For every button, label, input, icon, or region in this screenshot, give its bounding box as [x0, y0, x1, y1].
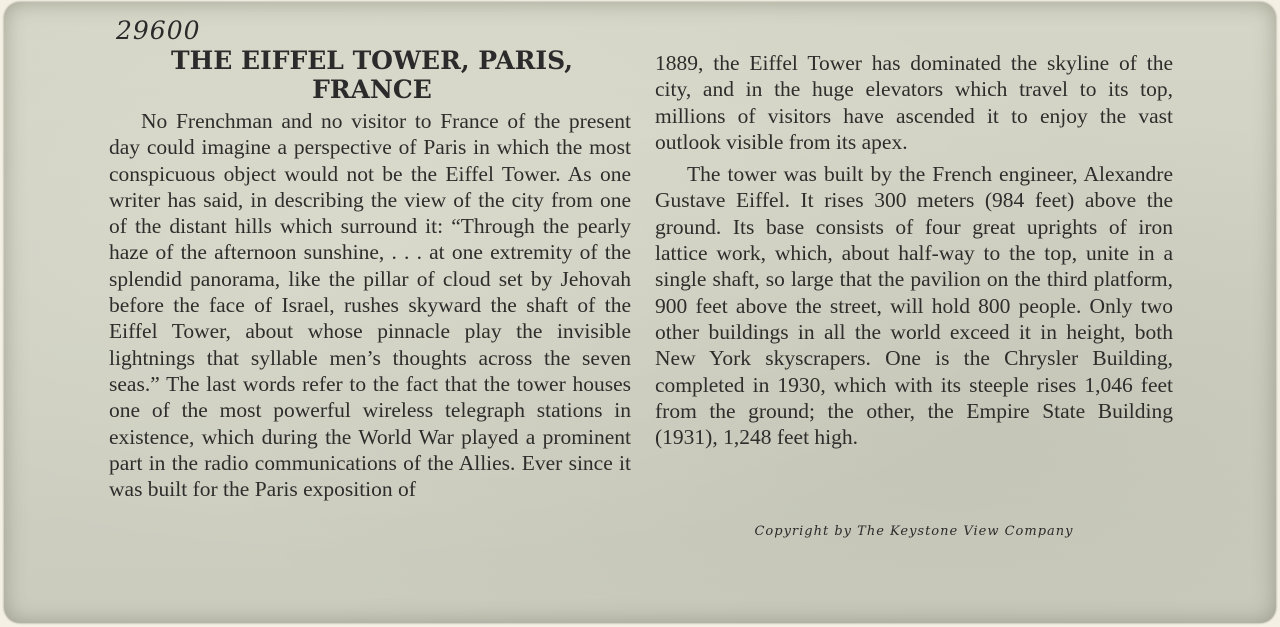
card-title: [112, 46, 632, 104]
paragraph-construction: The tower was built by the French engineer, Alexandre Gustave Eiffel. It rises 300 meters (984 feet) above the ground. Its base consists of four great uprights of iron lattice work, which, about half-way to the top, unite in a single shaft, so large that the pavilion on the third platform, 900 feet above the street, will hold 800 people. Only two other buildings in all the world exceed it in height, both New York skyscrapers. One is the Chrysler Building, completed in 1930, which with its steeple rises 1,046 feet from the ground; the other, the Empire State Building (1931), 1,248 feet high.: [655, 162, 1173, 450]
paragraph-intro: No Frenchman and no visitor to France of the present day could imagine a perspective of Paris in which the most conspicuous object would not be the Eiffel Tower. As one writer has said, in describing the view of the city from one of the distant hills which surround it: “Through the pearly haze of the afternoon sunshine, . . . at one extremity of the splendid panorama, like the pillar of cloud set by Jehovah before the face of Israel, rushes skyward the shaft of the Eiffel Tower, about whose pinnacle play the invisible lightnings that syllable men’s thoughts across the seven seas.” The last words refer to the fact that the tower houses one of the most powerful wireless telegraph stations in existence, which during the World War played a prominent part in the radio communications of the Allies. Ever since it was built for the Paris exposition of: [109, 109, 631, 502]
catalog-number: 29600: [116, 16, 201, 45]
stereoview-card-back: [4, 2, 1276, 623]
title-line-2: FRANCE: [312, 75, 432, 104]
title-line-1: THE EIFFEL TOWER, PARIS,: [171, 46, 573, 75]
copyright-line: Copyright by The Keystone View Company: [754, 524, 1074, 539]
right-column: [655, 50, 1173, 450]
left-column: [109, 108, 631, 502]
paragraph-continuation: 1889, the Eiffel Tower has dominated the skyline of the city, and in the huge elevators which travel to its top, millions of visitors have ascended it to enjoy the vast outlook visible from its apex.: [655, 51, 1173, 154]
